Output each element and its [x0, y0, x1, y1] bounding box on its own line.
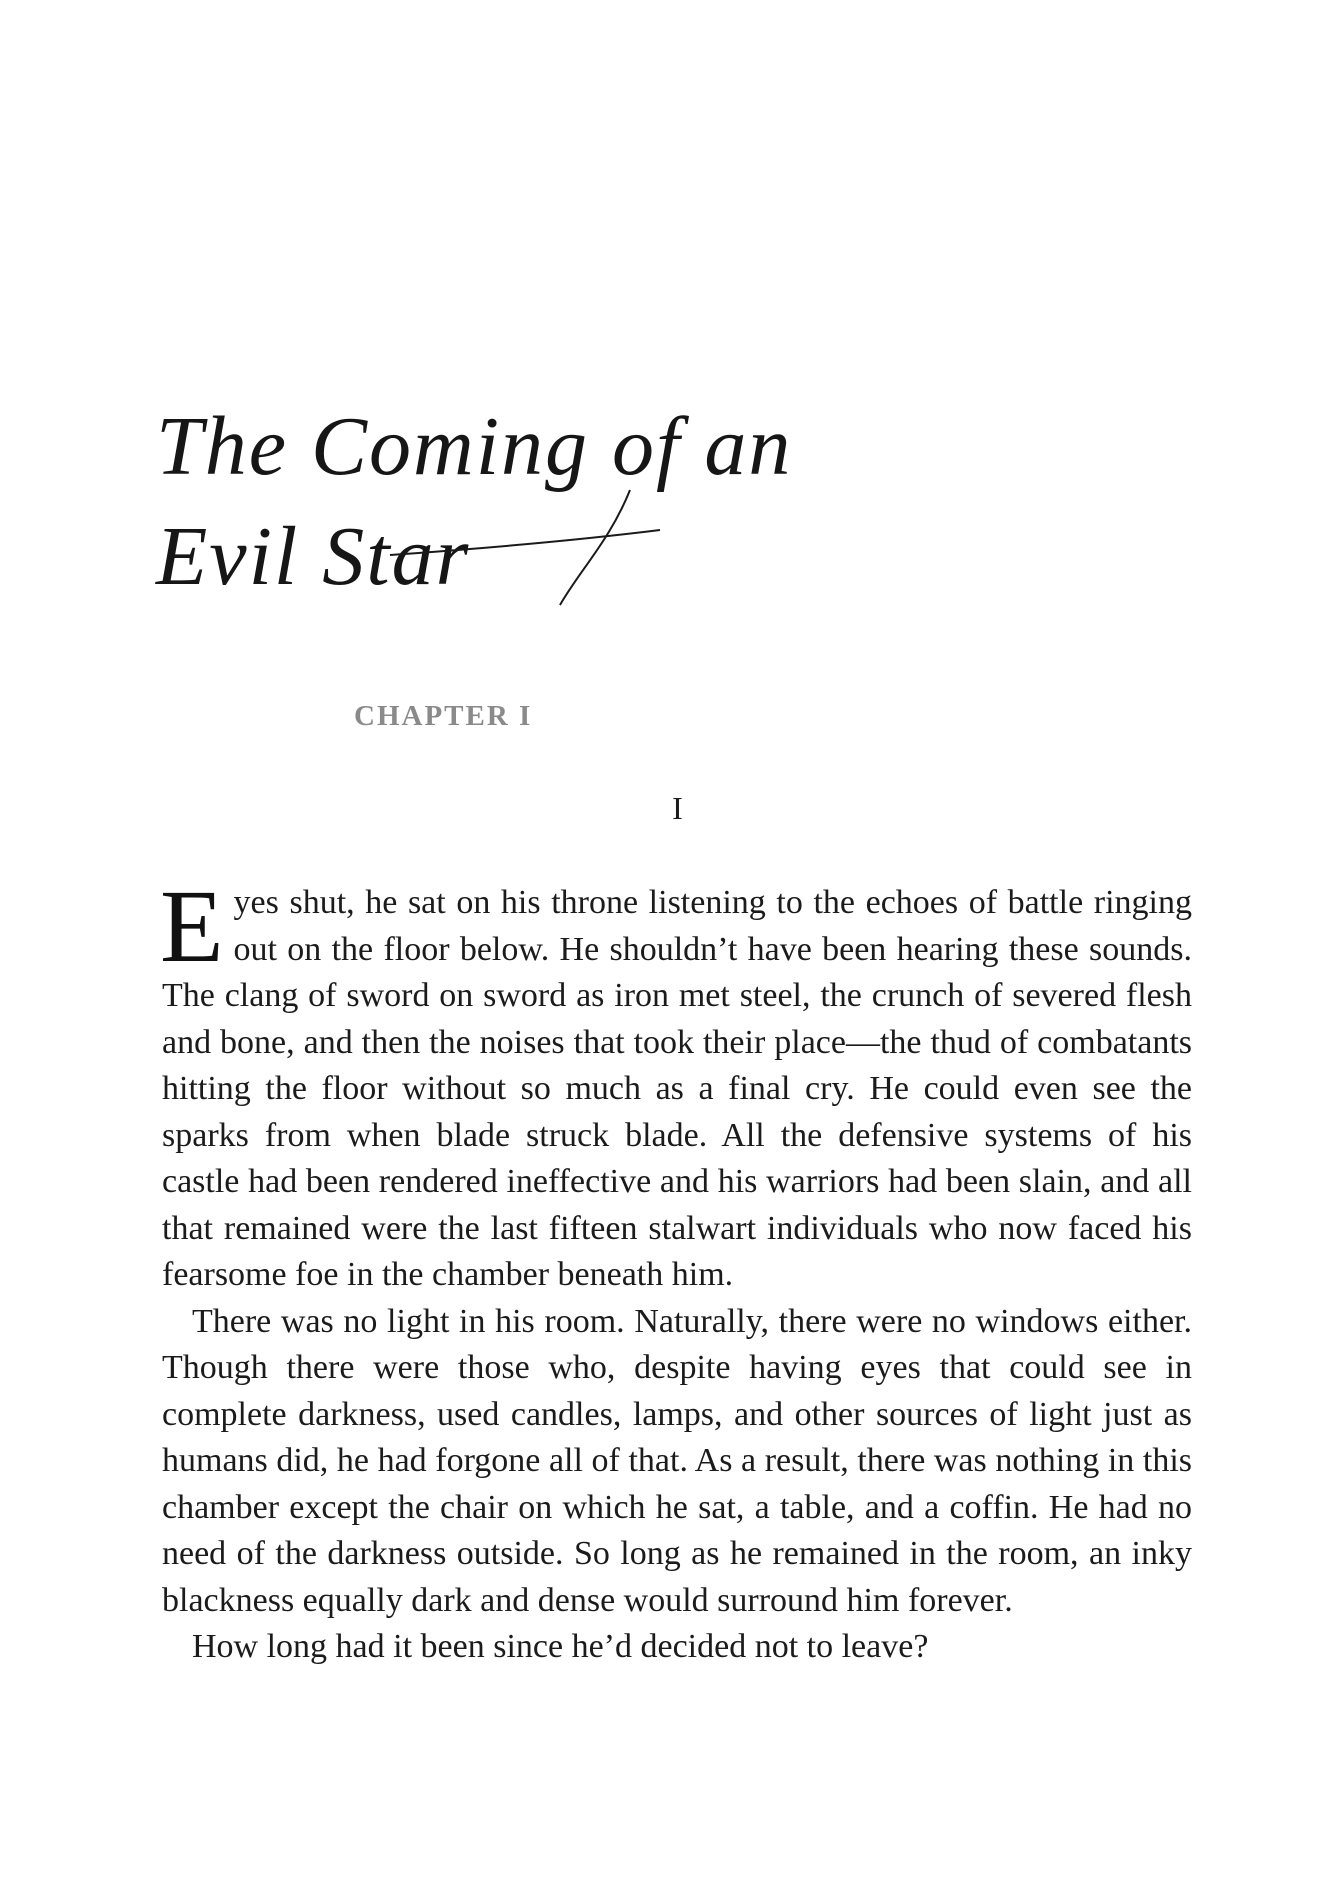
paragraph-1 [160, 869, 1192, 1299]
drop-cap: E [160, 869, 224, 984]
chapter-label: CHAPTER I [354, 700, 533, 732]
paragraph-1-text: yes shut, he sat on his throne listening to the echoes of battle ringing out on the floor below. He shouldn’t have been hearing these sounds. The clang of sword on sword as iron met steel, the crunch of severed flesh and bone, and then the noises that took their place—the thud of combatants hitting the floor without so much as a final cry. He could even see the sparks from when blade struck blade. All the defensive systems of his castle had been rendered ineffective and his warriors had been slain, and all that remained were the last fifteen stalwart individuals who now faced his fearsome foe in the chamber beneath him. [162, 884, 1192, 1293]
body-text [160, 869, 1192, 1671]
section-number: I [672, 790, 683, 826]
paragraph-3: How long had it been since he’d decided not to leave? [192, 1628, 929, 1665]
chapter-title-line-1: The Coming of an [156, 400, 793, 493]
chapter-title-line-2: Evil Star [156, 510, 471, 603]
title-flourish-decoration [160, 380, 800, 620]
paragraph-2: There was no light in his room. Naturally, there were no windows either. Though there were those who, despite having eyes that could see in complete darkness, used candles, lamps, and other sources of light just as humans did, he had forgone all of that. As a result, there was nothing in this chamber except the chair on which he sat, a table, and a coffin. He had no need of the darkness outside. So long as he remained in the room, an inky blackness equally dark and dense would surround him forever. [162, 1302, 1192, 1619]
